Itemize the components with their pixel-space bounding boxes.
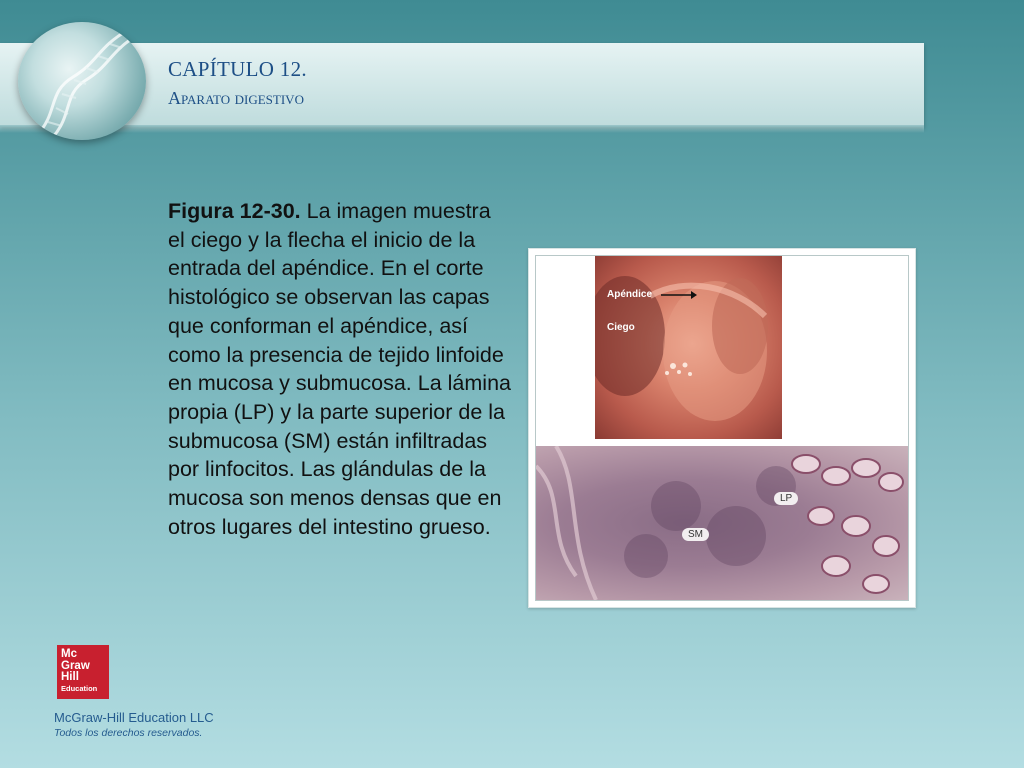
- figure-image: [535, 255, 909, 601]
- label-cecum: Ciego: [607, 322, 635, 333]
- chapter-title: CAPÍTULO 12.: [168, 57, 307, 81]
- chapter-subtitle: Aparato digestivo: [168, 88, 304, 108]
- endoscopy-image: [595, 256, 782, 439]
- logo-line-2: Graw: [61, 659, 90, 672]
- label-sm: SM: [682, 528, 709, 541]
- label-appendix: Apéndice: [607, 289, 653, 300]
- label-lp: LP: [774, 492, 798, 505]
- company-name: McGraw-Hill Education LLC: [54, 710, 214, 725]
- logo-line-1: Mc: [61, 648, 77, 660]
- rights-notice: Todos los derechos reservados.: [54, 727, 203, 739]
- figure-description: La imagen muestra el ciego y la flecha el inicio de la entrada del apéndice. En el corte histológico se observan las capas que conforman el apéndice, así como la presencia de tejido linfoide en mucosa y submucosa. La lámina propia (LP) y la parte superior de la submucosa (SM) están infiltradas por linfocitos. Las glándulas de la mucosa son menos densas que en otros lugares del intestino grueso.: [168, 199, 511, 539]
- mcgraw-hill-logo: [57, 645, 109, 699]
- figure-label: Figura 12-30.: [168, 199, 301, 223]
- histology-image: [536, 446, 908, 600]
- figure-frame: [528, 248, 916, 608]
- dna-helix-icon: [18, 22, 146, 140]
- logo-line-3: Hill: [61, 671, 79, 683]
- figure-caption: [168, 197, 513, 541]
- logo-line-4: Education: [61, 683, 98, 693]
